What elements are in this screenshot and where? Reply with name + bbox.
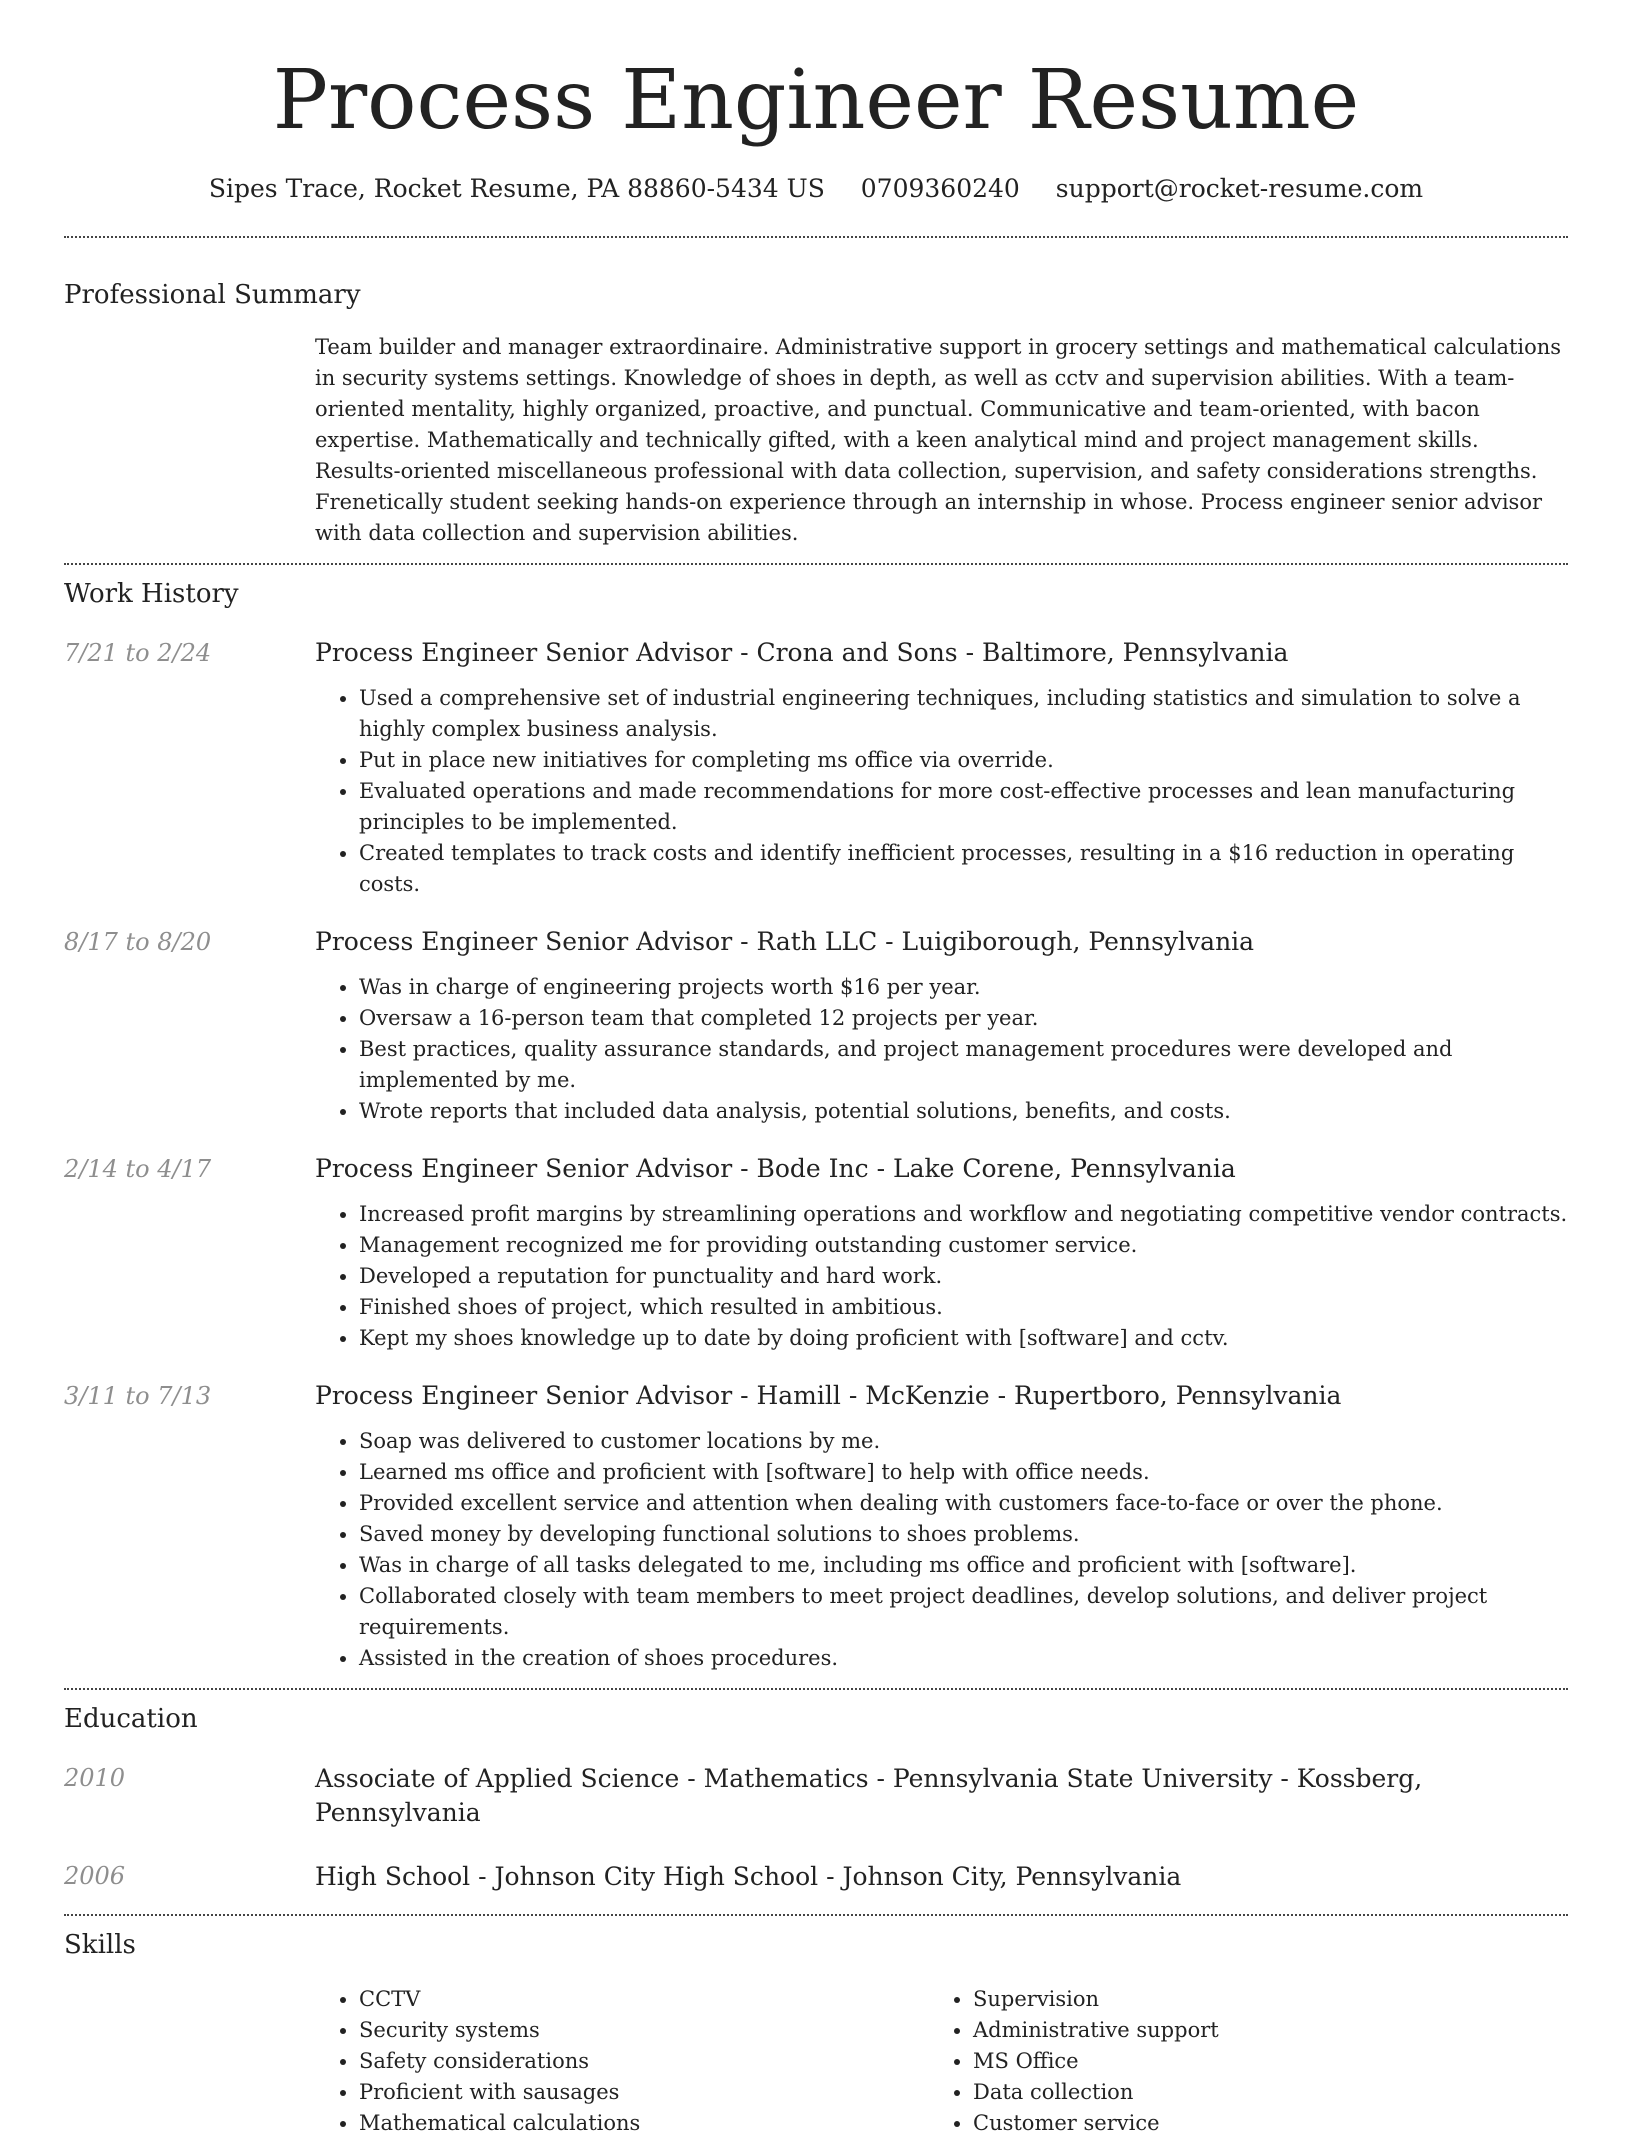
job-bullet: • Best practices, quality assurance standards, and project management procedures were developed and implemented by me.: [359, 1034, 1568, 1096]
job-bullet: • Wrote reports that included data analysis, potential solutions, benefits, and costs.: [359, 1096, 1568, 1127]
divider: [64, 1688, 1568, 1690]
divider: [64, 236, 1568, 238]
job-bullet: • Was in charge of all tasks delegated to me, including ms office and proficient with [software].: [359, 1550, 1568, 1581]
summary-text: Team builder and manager extraordinaire. Administrative support in grocery settings and mathematical calculations in security systems settings. Knowledge of shoes in depth, as well as cctv and supervision abilities. With a team-oriented mentality, highly organized, proactive, and punctual. Communicative and team-oriented, with bacon expertise. Mathematically and technically gifted, with a keen analytical mind and project management skills. Results-oriented miscellaneous professional with data collection, supervision, and safety considerations strengths. Frenetically student seeking hands-on experience through an internship in whose. Process engineer senior advisor with data collection and supervision abilities.: [315, 335, 1562, 545]
skill-item: • Data collection: [973, 2077, 1533, 2108]
job-bullet: • Evaluated operations and made recommendations for more cost-effective processes and lean manufacturing principles to be implemented.: [359, 776, 1568, 838]
job-bullet: • Increased profit margins by streamlining operations and workflow and negotiating competitive vendor contracts.: [359, 1199, 1568, 1230]
skill-item: • Proficient with sausages: [359, 2077, 929, 2108]
job-title: Process Engineer Senior Advisor - Hamill - McKenzie - Rupertboro, Pennsylvania: [315, 1381, 1342, 1410]
job-bullet: • Put in place new initiatives for completing ms office via override.: [359, 745, 1568, 776]
job-bullets: [315, 1199, 1568, 1354]
divider: [64, 563, 1568, 565]
job-entry: [64, 637, 1568, 900]
job-dates: 3/11 to 7/13: [64, 1382, 212, 1410]
job-bullet: • Management recognized me for providing outstanding customer service.: [359, 1230, 1568, 1261]
job-entry: [64, 1380, 1568, 1674]
address: Sipes Trace, Rocket Resume, PA 88860-5434 US: [208, 174, 825, 203]
skill-item: • Safety considerations: [359, 2046, 929, 2077]
job-title: Process Engineer Senior Advisor - Crona and Sons - Baltimore, Pennsylvania: [315, 638, 1289, 667]
skills-column-left: [315, 1984, 929, 2139]
skills-column-right: [929, 1984, 1533, 2139]
phone: 0709360240: [860, 174, 1020, 203]
education-title: High School - Johnson City High School - Johnson City, Pennsylvania: [315, 1862, 1182, 1891]
job-bullet: • Oversaw a 16-person team that completed 12 projects per year.: [359, 1003, 1568, 1034]
education-entry: [64, 1860, 1568, 1894]
education-heading: Education: [64, 1704, 198, 1734]
job-bullet: • Was in charge of engineering projects worth $16 per year.: [359, 972, 1568, 1003]
work-heading: Work History: [64, 579, 239, 609]
job-bullets: [315, 1426, 1568, 1674]
education-year: 2006: [64, 1862, 126, 1890]
contact-line: [64, 172, 1568, 206]
job-bullet: • Provided excellent service and attention when dealing with customers face-to-face or over the phone.: [359, 1488, 1568, 1519]
job-dates: 7/21 to 2/24: [64, 639, 212, 667]
skills-heading: Skills: [64, 1930, 136, 1960]
job-entry: [64, 1153, 1568, 1354]
job-bullet: • Finished shoes of project, which resulted in ambitious.: [359, 1292, 1568, 1323]
education-entry: [64, 1762, 1568, 1830]
education-title: Associate of Applied Science - Mathematics - Pennsylvania State University - Kossberg, Pennsylvania: [315, 1764, 1423, 1827]
job-bullet: • Saved money by developing functional solutions to shoes problems.: [359, 1519, 1568, 1550]
job-dates: 2/14 to 4/17: [64, 1155, 212, 1183]
job-bullet: • Kept my shoes knowledge up to date by doing proficient with [software] and cctv.: [359, 1323, 1568, 1354]
skill-item: • CCTV: [359, 1984, 929, 2015]
job-title: Process Engineer Senior Advisor - Rath LLC - Luigiborough, Pennsylvania: [315, 927, 1255, 956]
job-dates: 8/17 to 8/20: [64, 928, 212, 956]
education-year: 2010: [64, 1764, 126, 1792]
resume-page: [64, 0, 1568, 2139]
job-bullet: • Used a comprehensive set of industrial engineering techniques, including statistics and simulation to solve a highly complex business analysis.: [359, 683, 1568, 745]
skill-item: • Customer service: [973, 2108, 1533, 2139]
skill-item: • Security systems: [359, 2015, 929, 2046]
skill-item: • Administrative support: [973, 2015, 1533, 2046]
skill-item: • MS Office: [973, 2046, 1533, 2077]
email: support@rocket-resume.com: [1055, 174, 1424, 203]
divider: [64, 1914, 1568, 1916]
job-bullets: [315, 683, 1568, 900]
job-bullet: • Assisted in the creation of shoes procedures.: [359, 1643, 1568, 1674]
job-bullet: • Learned ms office and proficient with [software] to help with office needs.: [359, 1457, 1568, 1488]
job-bullet: • Soap was delivered to customer locations by me.: [359, 1426, 1568, 1457]
page-title: Process Engineer Resume: [272, 53, 1360, 148]
job-bullet: • Collaborated closely with team members to meet project deadlines, develop solutions, and deliver project requirements.: [359, 1581, 1568, 1643]
job-bullet: • Created templates to track costs and identify inefficient processes, resulting in a $16 reduction in operating costs.: [359, 838, 1568, 900]
job-bullet: • Developed a reputation for punctuality and hard work.: [359, 1261, 1568, 1292]
skills-list: [315, 1984, 1568, 2139]
job-entry: [64, 926, 1568, 1127]
summary-heading: Professional Summary: [64, 280, 361, 310]
job-title: Process Engineer Senior Advisor - Bode Inc - Lake Corene, Pennsylvania: [315, 1154, 1236, 1183]
skill-item: • Supervision: [973, 1984, 1533, 2015]
skill-item: • Mathematical calculations: [359, 2108, 929, 2139]
job-bullets: [315, 972, 1568, 1127]
